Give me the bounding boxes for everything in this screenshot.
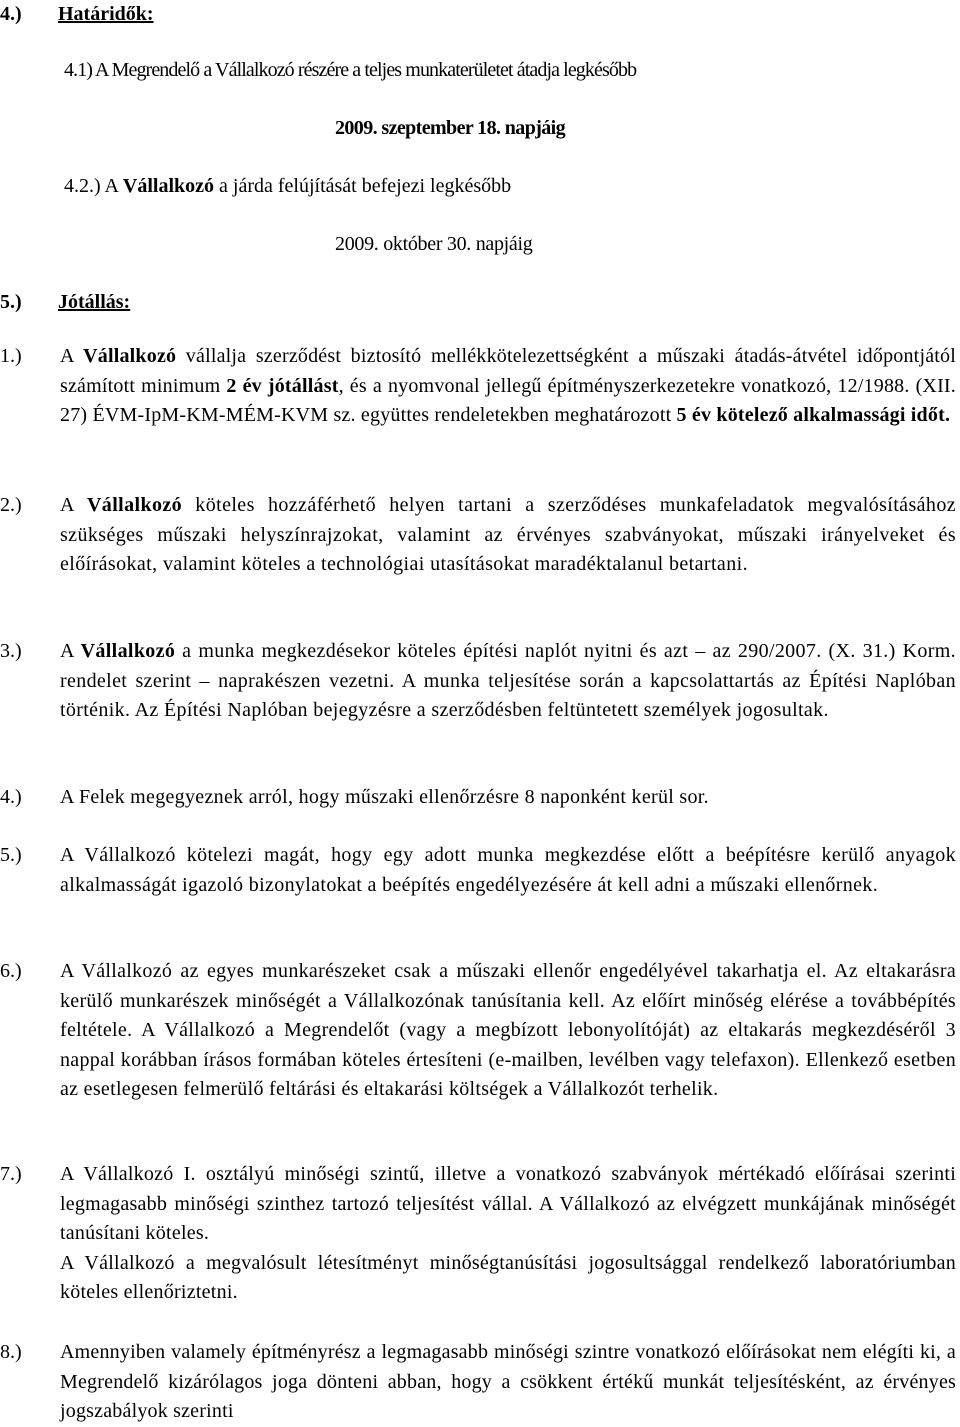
text-run: A Vállalkozó az egyes munkarészeket csak a műszaki ellenőr engedélyével takarhatja el. Az eltakarásra kerülő munkarészek minőségét a Vállalkozónak tanúsítania kell. Az előírt minőség elérése a továbbépítés feltétele. A Vállalkozó a Megrendelőt (vagy a megbízott lebonyolítóját) az eltakarás megkezdéséről 3 nappal korábban írásos formában köteles értesíteni (e-mailben, levélben vagy telefaxon). Ellenkező esetben az esetlegesen felmerülő feltárási és eltakarási költségek a Vállalkozót terhelik.: [60, 960, 956, 1100]
section-5-number: 5.): [0, 291, 22, 313]
clause-4-2-text-b: a járda felújítását befejezi legkésőbb: [214, 175, 512, 197]
item-text: [60, 342, 956, 431]
item-text: [60, 1160, 956, 1249]
text-run: A: [60, 494, 87, 516]
text-run: A Felek megegyeznek arról, hogy műszaki ellenőrzésre 8 naponként kerül sor.: [60, 786, 709, 808]
item-2: [0, 491, 956, 580]
item-text: [60, 1338, 956, 1427]
item-extra-text: A Vállalkozó a megvalósult létesítményt minőségtanúsítási jogosultsággal rendelkező laboratóriumban köteles ellenőriztetni.: [60, 1251, 956, 1303]
text-run: Amennyiben valamely építményrész a legmagasabb minőségi szintre vonatkozó előírásokat nem elégíti ki, a Megrendelő kizárólagos joga dönteni abban, hogy a csökkent értékű munkát teljesítésként, az érvényes jogszabályok szerinti: [60, 1341, 956, 1422]
bold-phrase: Vállalkozó: [83, 345, 177, 367]
deadline-4-2-text: 2009. október 30. napjáig: [335, 233, 533, 255]
section-4-heading: Határidők:: [58, 3, 154, 25]
text-run: A Vállalkozó kötelezi magát, hogy egy adott munka megkezdése előtt a beépítésre kerülő anyagok alkalmasságát igazoló bizonylatokat a beépítés engedélyezésére át kell adni a műszaki ellenőrnek.: [60, 844, 956, 896]
bold-phrase: Vállalkozó: [80, 640, 176, 662]
item-number: 5.): [0, 844, 22, 866]
item-8: [0, 1338, 956, 1427]
item-text: [60, 637, 956, 726]
item-5: [0, 841, 956, 900]
text-run: A Vállalkozó I. osztályú minőségi szintű, illetve a vonatkozó szabványok mértékadó előírásai szerinti legmagasabb minőségi szinthez tartozó teljesítést vállal. A Vállalkozó az elvégzett munkájának minőségét tanúsítani köteles.: [60, 1163, 956, 1244]
item-number: 8.): [0, 1341, 22, 1363]
deadline-4-2: [335, 232, 532, 256]
item-number: 2.): [0, 494, 22, 516]
clause-4-2-text-a: 4.2.) A: [64, 175, 123, 197]
text-run: a munka megkezdésekor köteles építési naplót nyitni és azt – az 290/2007. (X. 31.) Korm. rendelet szerint – naprakészen vezetni. A munka teljesítése során a kapcsolattartás az Építési Naplóban történik. Az Építési Naplóban bejegyzésre a szerződésben feltüntetett személyek jogosultak.: [60, 640, 956, 721]
item-number: 3.): [0, 640, 22, 662]
text-run: A: [60, 345, 84, 367]
item-text: [60, 841, 956, 900]
clause-4-2-contractor: Vállalkozó: [122, 175, 215, 197]
clause-4-1: 4.1) A Megrendelő a Vállalkozó részére a teljes munkaterületet átadja legkésőbb: [64, 59, 637, 81]
item-number: 1.): [0, 345, 22, 367]
deadline-4-1: 2009. szeptember 18. napjáig: [335, 117, 566, 139]
section-5-heading: Jótállás:: [58, 291, 131, 313]
clause-4-2: [64, 174, 511, 198]
bold-phrase: 5 év kötelező alkalmassági időt.: [676, 404, 951, 426]
item-4: [0, 783, 956, 813]
section-4-number: 4.): [0, 3, 22, 25]
text-run: , és a nyomvonal jellegű építményszerkezetekre vonatkozó, 12/1988. (XII. 27) ÉVM-IpM-KM-MÉM-KVM sz. együttes rendeletekben meghatározott: [60, 374, 956, 426]
bold-phrase: Vállalkozó: [86, 494, 183, 516]
item-number: 6.): [0, 960, 22, 982]
item-number: 4.): [0, 786, 22, 808]
item-text: [60, 783, 956, 813]
item-7: [0, 1160, 956, 1308]
bold-phrase: 2 év jótállást: [226, 374, 339, 397]
text-run: köteles hozzáférhető helyen tartani a szerződéses munkafeladatok megvalósításához szükséges műszaki helyszínrajzokat, valamint az érvényes szabványokat, műszaki irányelveket és előírásokat, valamint köteles a technológiai utasításokat maradéktalanul betartani.: [60, 494, 957, 575]
item-6: [0, 957, 956, 1105]
text-run: vállalja szerződést biztosító mellékkötelezettségként a műszaki átadás-átvétel időpontjától számított minimum: [60, 345, 956, 397]
item-number: 7.): [0, 1163, 22, 1185]
item-text: [60, 491, 956, 580]
item-text: [60, 957, 956, 1105]
text-run: A: [60, 640, 81, 662]
item-1: [0, 342, 956, 431]
item-3: [0, 637, 956, 726]
